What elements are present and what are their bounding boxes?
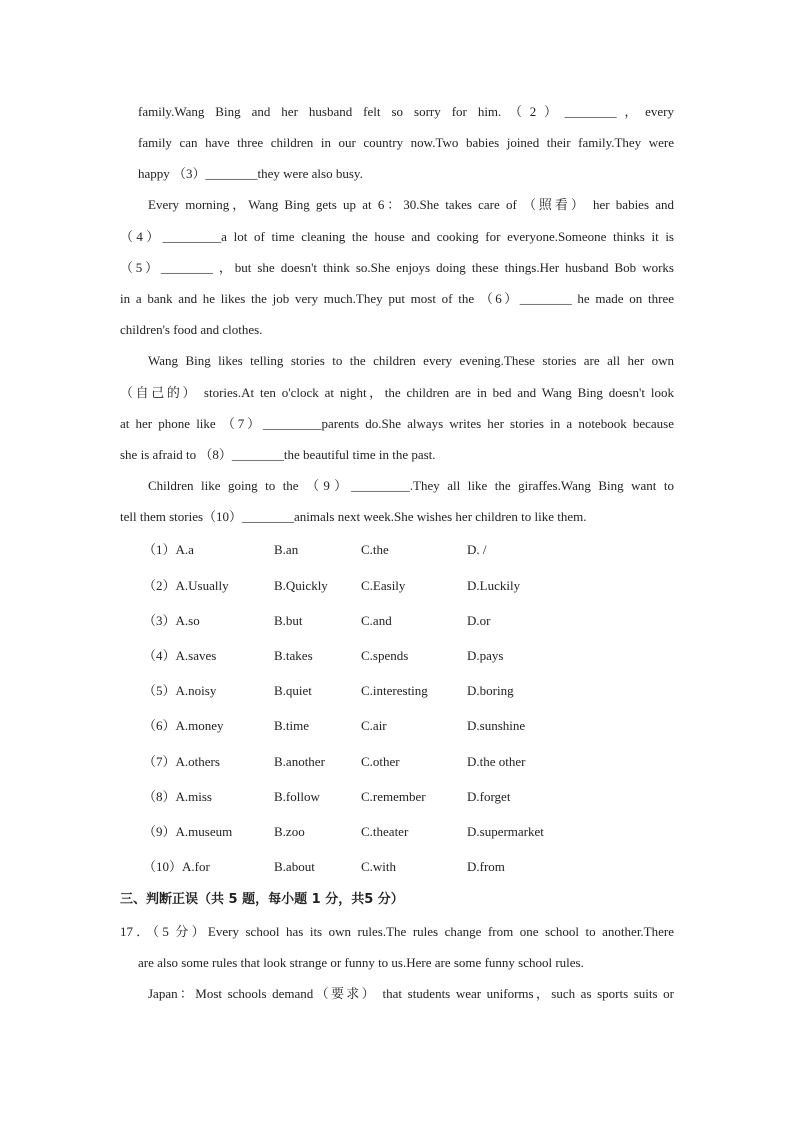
option-c: C.with: [361, 859, 397, 874]
question17-line-3: Japan：Most schools demand（要求） that students wear uniforms，such as sports suits or: [148, 986, 674, 1001]
option-row-2: [143, 578, 663, 594]
option-d: D.the other: [467, 754, 526, 769]
option-a: A.so: [175, 613, 200, 628]
option-c: C.interesting: [361, 683, 428, 698]
passage-line-11: at her phone like （7）_________parents do.She always writes her stories in a notebook because: [120, 416, 674, 431]
passage-line-8: children's food and clothes.: [120, 322, 263, 337]
option-number: （5）: [143, 683, 176, 698]
option-b: B.follow: [274, 789, 320, 804]
option-number: （2）: [143, 578, 176, 593]
option-d: D.pays: [467, 648, 504, 663]
option-b: B.takes: [274, 648, 313, 663]
option-row-6: [143, 718, 663, 734]
option-a: A.Usually: [175, 578, 229, 593]
option-number: （3）: [143, 613, 176, 628]
option-row-4: [143, 648, 663, 664]
option-d: D.Luckily: [467, 578, 521, 593]
passage-line-14: tell them stories（10）________animals next week.She wishes her children to like them.: [120, 509, 587, 524]
option-d: D.supermarket: [467, 824, 544, 839]
option-d: D.sunshine: [467, 718, 526, 733]
passage-line-7: in a bank and he likes the job very much.They put most of the （6）________ he made on three: [120, 291, 674, 306]
option-c: C.Easily: [361, 578, 406, 593]
option-b: B.zoo: [274, 824, 305, 839]
option-c: C.spends: [361, 648, 409, 663]
option-a: A.noisy: [175, 683, 217, 698]
option-a: A.saves: [175, 648, 217, 663]
passage-line-5: （4）_________a lot of time cleaning the house and cooking for everyone.Someone thinks it is: [120, 229, 674, 244]
option-a: A.for: [182, 859, 210, 874]
option-d: D. /: [467, 542, 487, 557]
option-c: C.the: [361, 542, 389, 557]
option-b: B.another: [274, 754, 325, 769]
option-row-7: [143, 754, 663, 770]
section-heading: 三、判断正误（共 5 题，每小题 1 分，共5 分）: [120, 892, 404, 907]
option-c: C.and: [361, 613, 392, 628]
option-c: C.other: [361, 754, 400, 769]
option-row-5: [143, 683, 663, 699]
question17-line-2: are also some rules that look strange or funny to us.Here are some funny school rules.: [138, 955, 584, 970]
option-c: C.theater: [361, 824, 409, 839]
option-number: （9）: [143, 824, 176, 839]
option-a: A.museum: [175, 824, 233, 839]
option-d: D.forget: [467, 789, 511, 804]
passage-line-9: Wang Bing likes telling stories to the children every evening.These stories are all her own: [148, 353, 674, 368]
option-a: A.money: [175, 718, 224, 733]
option-a: A.miss: [175, 789, 212, 804]
option-number: （1）: [143, 542, 176, 557]
passage-line-12: she is afraid to （8）________the beautiful time in the past.: [120, 447, 436, 462]
passage-line-1: family.Wang Bing and her husband felt so sorry for him.（2）________，every: [138, 104, 674, 119]
option-row-10: [143, 859, 663, 875]
passage-line-10: （自己的） stories.At ten o'clock at night，the children are in bed and Wang Bing doesn't look: [120, 385, 674, 400]
passage-line-2: family can have three children in our country now.Two babies joined their family.They were: [138, 135, 674, 150]
option-c: C.air: [361, 718, 387, 733]
option-d: D.boring: [467, 683, 514, 698]
option-b: B.quiet: [274, 683, 312, 698]
option-a: A.others: [175, 754, 220, 769]
option-d: D.or: [467, 613, 491, 628]
option-number: （4）: [143, 648, 176, 663]
option-b: B.about: [274, 859, 315, 874]
passage-line-6: （5）________ ，but she doesn't think so.She enjoys doing these things.Her husband Bob works: [120, 260, 674, 275]
passage-line-4: Every morning，Wang Bing gets up at 6：30.She takes care of （照看） her babies and: [148, 197, 674, 212]
option-row-9: [143, 824, 663, 840]
option-number: （7）: [143, 754, 176, 769]
option-row-8: [143, 789, 663, 805]
option-c: C.remember: [361, 789, 426, 804]
option-b: B.but: [274, 613, 303, 628]
option-number: （10）: [143, 859, 183, 874]
option-number: （8）: [143, 789, 176, 804]
question17-line-1: 17．（5 分）Every school has its own rules.The rules change from one school to another.There: [120, 924, 674, 939]
option-b: B.Quickly: [274, 578, 328, 593]
passage-line-3: happy （3）________they were also busy.: [138, 166, 363, 181]
option-b: B.time: [274, 718, 310, 733]
option-a: A.a: [175, 542, 194, 557]
option-number: （6）: [143, 718, 176, 733]
passage-line-13: Children like going to the （9）_________.They all like the giraffes.Wang Bing want to: [148, 478, 674, 493]
option-b: B.an: [274, 542, 299, 557]
option-row-3: [143, 613, 663, 629]
option-row-1: [143, 542, 663, 558]
option-d: D.from: [467, 859, 505, 874]
